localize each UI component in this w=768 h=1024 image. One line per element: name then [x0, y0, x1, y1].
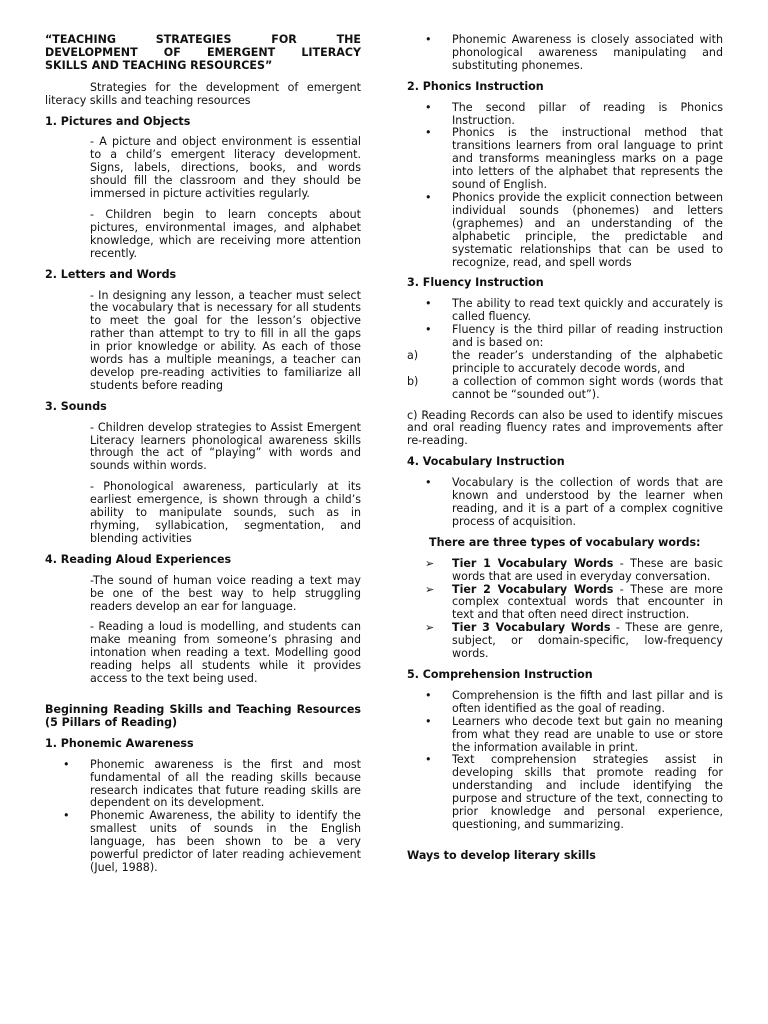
arrow-icon: ➢	[425, 621, 435, 635]
ways-heading: Ways to develop literary skills	[407, 848, 596, 862]
list-item: • Fluency is the third pillar of reading instruction and is based on:	[425, 323, 723, 350]
title-line-2: DEVELOPMENT OF EMERGENT LITERACY	[45, 45, 361, 59]
section-heading-fluency: 3. Fluency Instruction	[407, 276, 544, 290]
list-item: b) a collection of common sight words (words that cannot be “sounded out”).	[407, 374, 723, 401]
section-heading-pictures: 1. Pictures and Objects	[45, 114, 191, 128]
list-item: • Vocabulary is the collection of words that are known and understood by the learner when reading, and it is a part of a complex cognitive process of acquisition.	[425, 476, 723, 528]
section-heading-phonemic: 1. Phonemic Awareness	[45, 736, 194, 750]
paragraph: - Children begin to learn concepts about pictures, environmental images, and alphabet knowledge, which are receiving more attention recently.	[90, 207, 361, 260]
bullet-icon: •	[425, 190, 432, 204]
list-item: • Comprehension is the fifth and last pillar and is often identified as the goal of reading.	[425, 688, 723, 715]
comprehension-list	[407, 690, 723, 832]
list-marker: b)	[407, 374, 419, 388]
intro-paragraph: Strategies for the development of emergent literacy skills and teaching resources	[45, 80, 361, 107]
list-item: ➢ Tier 2 Vocabulary Words - These are more complex contextual words that encounter in text and that often need direct instruction.	[425, 582, 723, 622]
list-item: • Phonemic Awareness is closely associated with phonological awareness manipulating and substituting phonemes.	[425, 33, 723, 72]
list-item: ➢ Tier 1 Vocabulary Words - These are basic words that are used in everyday conversation.	[425, 556, 723, 583]
paragraph: - Phonological awareness, particularly at its earliest emergence, is shown through a child’s ability to manipulate sounds, such as in rhyming, syllabication, segmentation, and blending activities	[90, 480, 361, 545]
list-item: • The second pillar of reading is Phonics Instruction.	[425, 100, 723, 127]
section-heading-reading-aloud: 4. Reading Aloud Experiences	[45, 552, 232, 566]
bullet-icon: •	[425, 476, 432, 490]
vocabulary-types-heading: There are three types of vocabulary words:	[429, 535, 701, 549]
list-item: a) the reader’s understanding of the alphabetic principle to accurately decode words, and	[407, 348, 723, 375]
bullet-icon: •	[425, 100, 432, 114]
paragraph: - A picture and object environment is essential to a child’s emergent literacy development. Signs, labels, directions, books, and words should fill the classroom and they should be immersed in picture activities regularly.	[90, 135, 361, 201]
bullet-icon: •	[425, 323, 432, 337]
bullet-icon: •	[63, 809, 70, 823]
phonics-list	[407, 102, 723, 270]
paragraph: - Reading a loud is modelling, and students can make meaning from someone’s phrasing and intonation when reading a text. Modelling good reading helps all students while it provides access to the text being used.	[90, 620, 361, 686]
list-item: • Phonemic Awareness, the ability to identify the smallest units of sounds in the English language, has been shown to be a very powerful predictor of later reading achievement (Juel, 1988).	[63, 809, 361, 874]
document-title	[45, 34, 361, 73]
list-item: ➢ Tier 3 Vocabulary Words - These are genre, subject, or domain-specific, low-frequency words.	[425, 621, 723, 661]
section-heading-phonics: 2. Phonics Instruction	[407, 79, 544, 93]
section-heading-comprehension: 5. Comprehension Instruction	[407, 667, 593, 681]
pillars-heading: Beginning Reading Skills and Teaching Resources (5 Pillars of Reading)	[45, 702, 361, 729]
arrow-icon: ➢	[425, 556, 435, 570]
bullet-icon: •	[425, 688, 432, 702]
bullet-icon: •	[425, 297, 432, 311]
bullet-icon: •	[425, 33, 432, 46]
phonemic-list	[45, 759, 361, 875]
tier-list	[407, 558, 723, 661]
paragraph: - Children develop strategies to Assist Emergent Literacy learners phonological awareness skills through the act of “playing” with words and sounds within words.	[90, 420, 361, 473]
bullet-icon: •	[425, 714, 432, 728]
bullet-icon: •	[63, 757, 70, 771]
bullet-icon: •	[425, 126, 432, 140]
list-item: • The ability to read text quickly and accurately is called fluency.	[425, 297, 723, 324]
arrow-icon: ➢	[425, 582, 435, 596]
paragraph: c) Reading Records can also be used to identify miscues and oral reading fluency rates and improvements after re-reading.	[407, 408, 723, 448]
list-item: • Phonics provide the explicit connection between individual sounds (phonemes) and letters (graphemes) and an understanding of the alphabetic principle, the predictable and systematic relationships that can be used to recognize, read, and spell words	[425, 190, 723, 269]
left-column	[45, 34, 361, 883]
paragraph: -The sound of human voice reading a text may be one of the best way to help struggling readers develop an ear for language.	[90, 573, 361, 613]
section-heading-letters: 2. Letters and Words	[45, 267, 177, 281]
phonemic-list-cont	[407, 34, 723, 73]
paragraph: - In designing any lesson, a teacher must select the vocabulary that is necessary for all students to meet the goal for the lesson’s objective rather than attempt to try to fill in all the gaps in prior knowledge or ability. As each of those words has a multiple meanings, a teacher can develop pre-reading activities to familiarize all students before reading	[90, 288, 361, 392]
section-heading-sounds: 3. Sounds	[45, 399, 107, 413]
list-item: • Phonics is the instructional method that transitions learners from oral language to print and transforms meaningless marks on a page into letters of the alphabet that represents the sound of English.	[425, 126, 723, 192]
section-heading-vocabulary: 4. Vocabulary Instruction	[407, 455, 565, 469]
list-item: • Phonemic awareness is the first and most fundamental of all the reading skills because research indicates that future reading skills are dependent on its development.	[63, 757, 361, 810]
right-column	[407, 34, 723, 871]
list-marker: a)	[407, 348, 419, 362]
title-line-1: “TEACHING STRATEGIES FOR THE	[45, 33, 361, 46]
fluency-list	[407, 298, 723, 350]
list-item: • Learners who decode text but gain no meaning from what they read are unable to use or store the information available in print.	[425, 714, 723, 754]
bullet-icon: •	[425, 753, 432, 767]
vocabulary-list	[407, 477, 723, 529]
fluency-sublist	[407, 350, 723, 402]
list-item: • Text comprehension strategies assist in developing skills that promote reading for understanding and include identifying the purpose and structure of the text, connecting to prior knowledge and personal experience, questioning, and summarizing.	[425, 753, 723, 831]
title-line-3: SKILLS AND TEACHING RESOURCES”	[45, 58, 273, 72]
